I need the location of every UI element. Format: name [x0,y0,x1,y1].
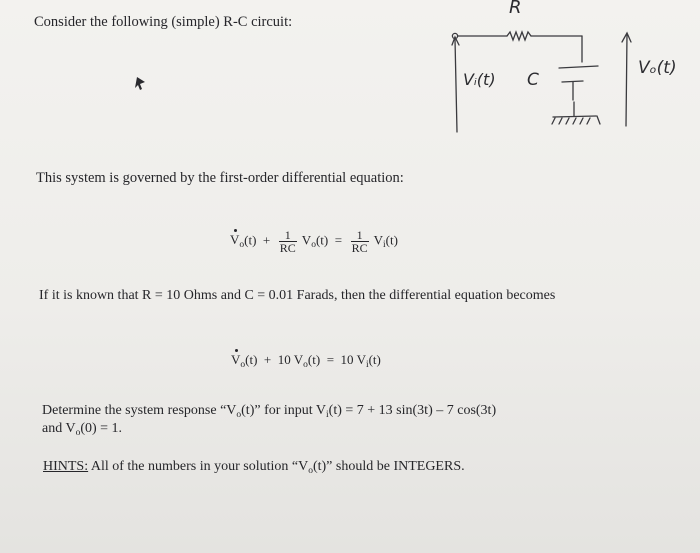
output-arrow-line [626,34,627,126]
eq1-fraction-1: $\frac{1}{RC}$ [279,228,296,255]
capacitor-label: C [527,70,539,90]
eq1-equals: = [334,232,343,248]
known-values-text: If it is known that R = 10 Ohms and C = 0.01 Farads, then the differential equation becomes [39,288,556,303]
governed-text: This system is governed by the first-order differential equation: [36,170,404,186]
eq1-plus: + [262,232,271,248]
determine-text-line-2: and $V_o(0) = 1$. [42,421,123,438]
output-voltage-label: Vₒ(t) [638,58,677,78]
differential-equation-specific: $V_o(t) + 10$ $V_o(t) = 10$ $V_i(t)$ [231,352,381,370]
resistor-label: R [509,0,522,18]
differential-equation-general: $V_o(t)$ + $\frac{1}{RC}$ $V_o(t)$ = $\frac{1}{RC}$ $V_i(t)$ [230,228,398,255]
intro-text: Consider the following (simple) R-C circuit: [34,14,293,30]
eq1-fraction-2: $\frac{1}{RC}$ [351,228,368,255]
eq1-term1-v: V [230,232,240,248]
determine-text-line-1: Determine the system response “$V_o(t)$” for input $V_i(t) = 7 + 13$ sin(3t) – 7 cos(3t) [42,403,497,420]
input-arrow-line [455,39,457,132]
input-voltage-label: Vᵢ(t) [463,70,496,89]
hints-label: HINTS: [43,459,89,474]
hints-text: HINTS: All of the numbers in your solution “$V_o(t)$” should be INTEGERS. [43,459,465,476]
capacitor-plate-top [559,66,598,68]
resistor-zigzag [507,32,531,40]
